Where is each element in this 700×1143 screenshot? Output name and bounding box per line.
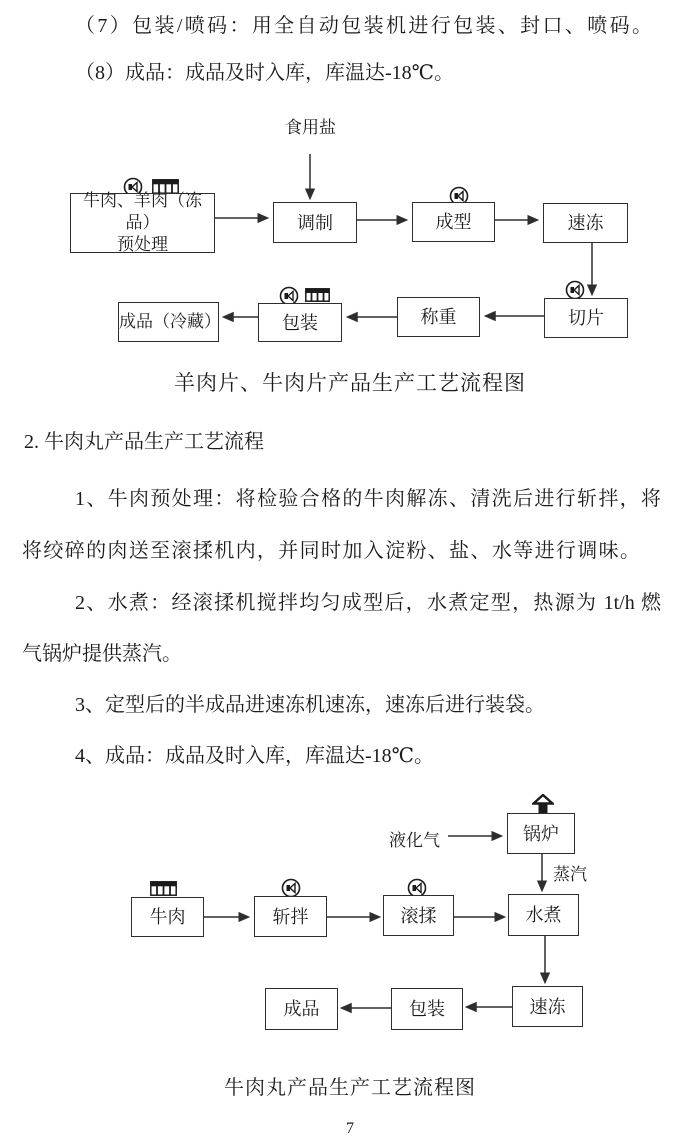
step4-line: 4、成品：成品及时入库，库温达-18℃。 <box>75 745 435 767</box>
flowchart2-box-tumble: 滚揉 <box>383 895 454 936</box>
flowchart1-box-blend: 调制 <box>273 202 357 243</box>
pretreat-label-line2: 预处理 <box>117 235 168 254</box>
flowchart2-box-finished: 成品 <box>265 988 338 1030</box>
flowchart1-box-pretreat <box>70 193 215 253</box>
pretreat-label-line1: 牛肉、羊肉（冻品） <box>83 191 202 232</box>
noise-source-icon <box>565 280 585 300</box>
page-number: 7 <box>346 1120 354 1137</box>
flowchart-lamb-beef-slices <box>0 105 700 363</box>
flowchart1-box-form: 成型 <box>412 202 495 242</box>
flowchart2-box-boil: 水煮 <box>508 894 579 936</box>
step1-line1: 1、牛肉预处理：将检验合格的牛肉解冻、清洗后进行斩拌，将 <box>75 488 661 510</box>
steam-label: 蒸汽 <box>553 865 587 884</box>
lpg-label: 液化气 <box>389 831 440 850</box>
step2-line2: 气锅炉提供蒸汽。 <box>22 643 182 665</box>
section2-heading: 2. 牛肉丸产品生产工艺流程 <box>24 431 264 453</box>
flowchart2-connectors <box>0 790 700 1040</box>
flowchart2-box-boiler: 锅炉 <box>507 813 575 854</box>
flowchart2-box-pack: 包装 <box>391 988 463 1030</box>
flowchart1-caption: 羊肉片、牛肉片产品生产工艺流程图 <box>174 371 526 395</box>
salt-input-label: 食用盐 <box>285 118 336 137</box>
solid-waste-icon <box>305 288 330 302</box>
paragraph-item8: （8）成品：成品及时入库，库温达-18℃。 <box>75 62 455 84</box>
flowchart2-box-chop-mix: 斩拌 <box>254 896 327 937</box>
step3-line: 3、定型后的半成品进速冻机速冻，速冻后进行装袋。 <box>75 694 545 716</box>
paragraph-item7: （7）包装/喷码：用全自动包装机进行包装、封口、喷码。 <box>75 15 652 37</box>
flowchart2-box-quick-freeze: 速冻 <box>512 986 583 1027</box>
solid-waste-icon <box>150 881 177 896</box>
noise-source-icon <box>281 878 301 898</box>
step1-line2: 将绞碎的肉送至滚揉机内，并同时加入淀粉、盐、水等进行调味。 <box>22 540 640 562</box>
flowchart2-box-beef: 牛肉 <box>131 897 204 937</box>
flowchart-beef-balls <box>0 790 700 1040</box>
flowchart1-box-quick-freeze: 速冻 <box>543 203 628 243</box>
flowchart1-box-slice: 切片 <box>544 298 628 338</box>
flowchart1-box-pack: 包装 <box>258 303 342 342</box>
flowchart1-box-weigh: 称重 <box>397 297 480 337</box>
exhaust-stack-icon <box>532 794 554 814</box>
step2-line1: 2、水煮：经滚揉机搅拌均匀成型后，水煮定型，热源为 1t/h 燃 <box>75 592 661 614</box>
flowchart2-caption: 牛肉丸产品生产工艺流程图 <box>224 1077 476 1099</box>
flowchart1-box-finished: 成品（冷藏） <box>118 302 219 342</box>
